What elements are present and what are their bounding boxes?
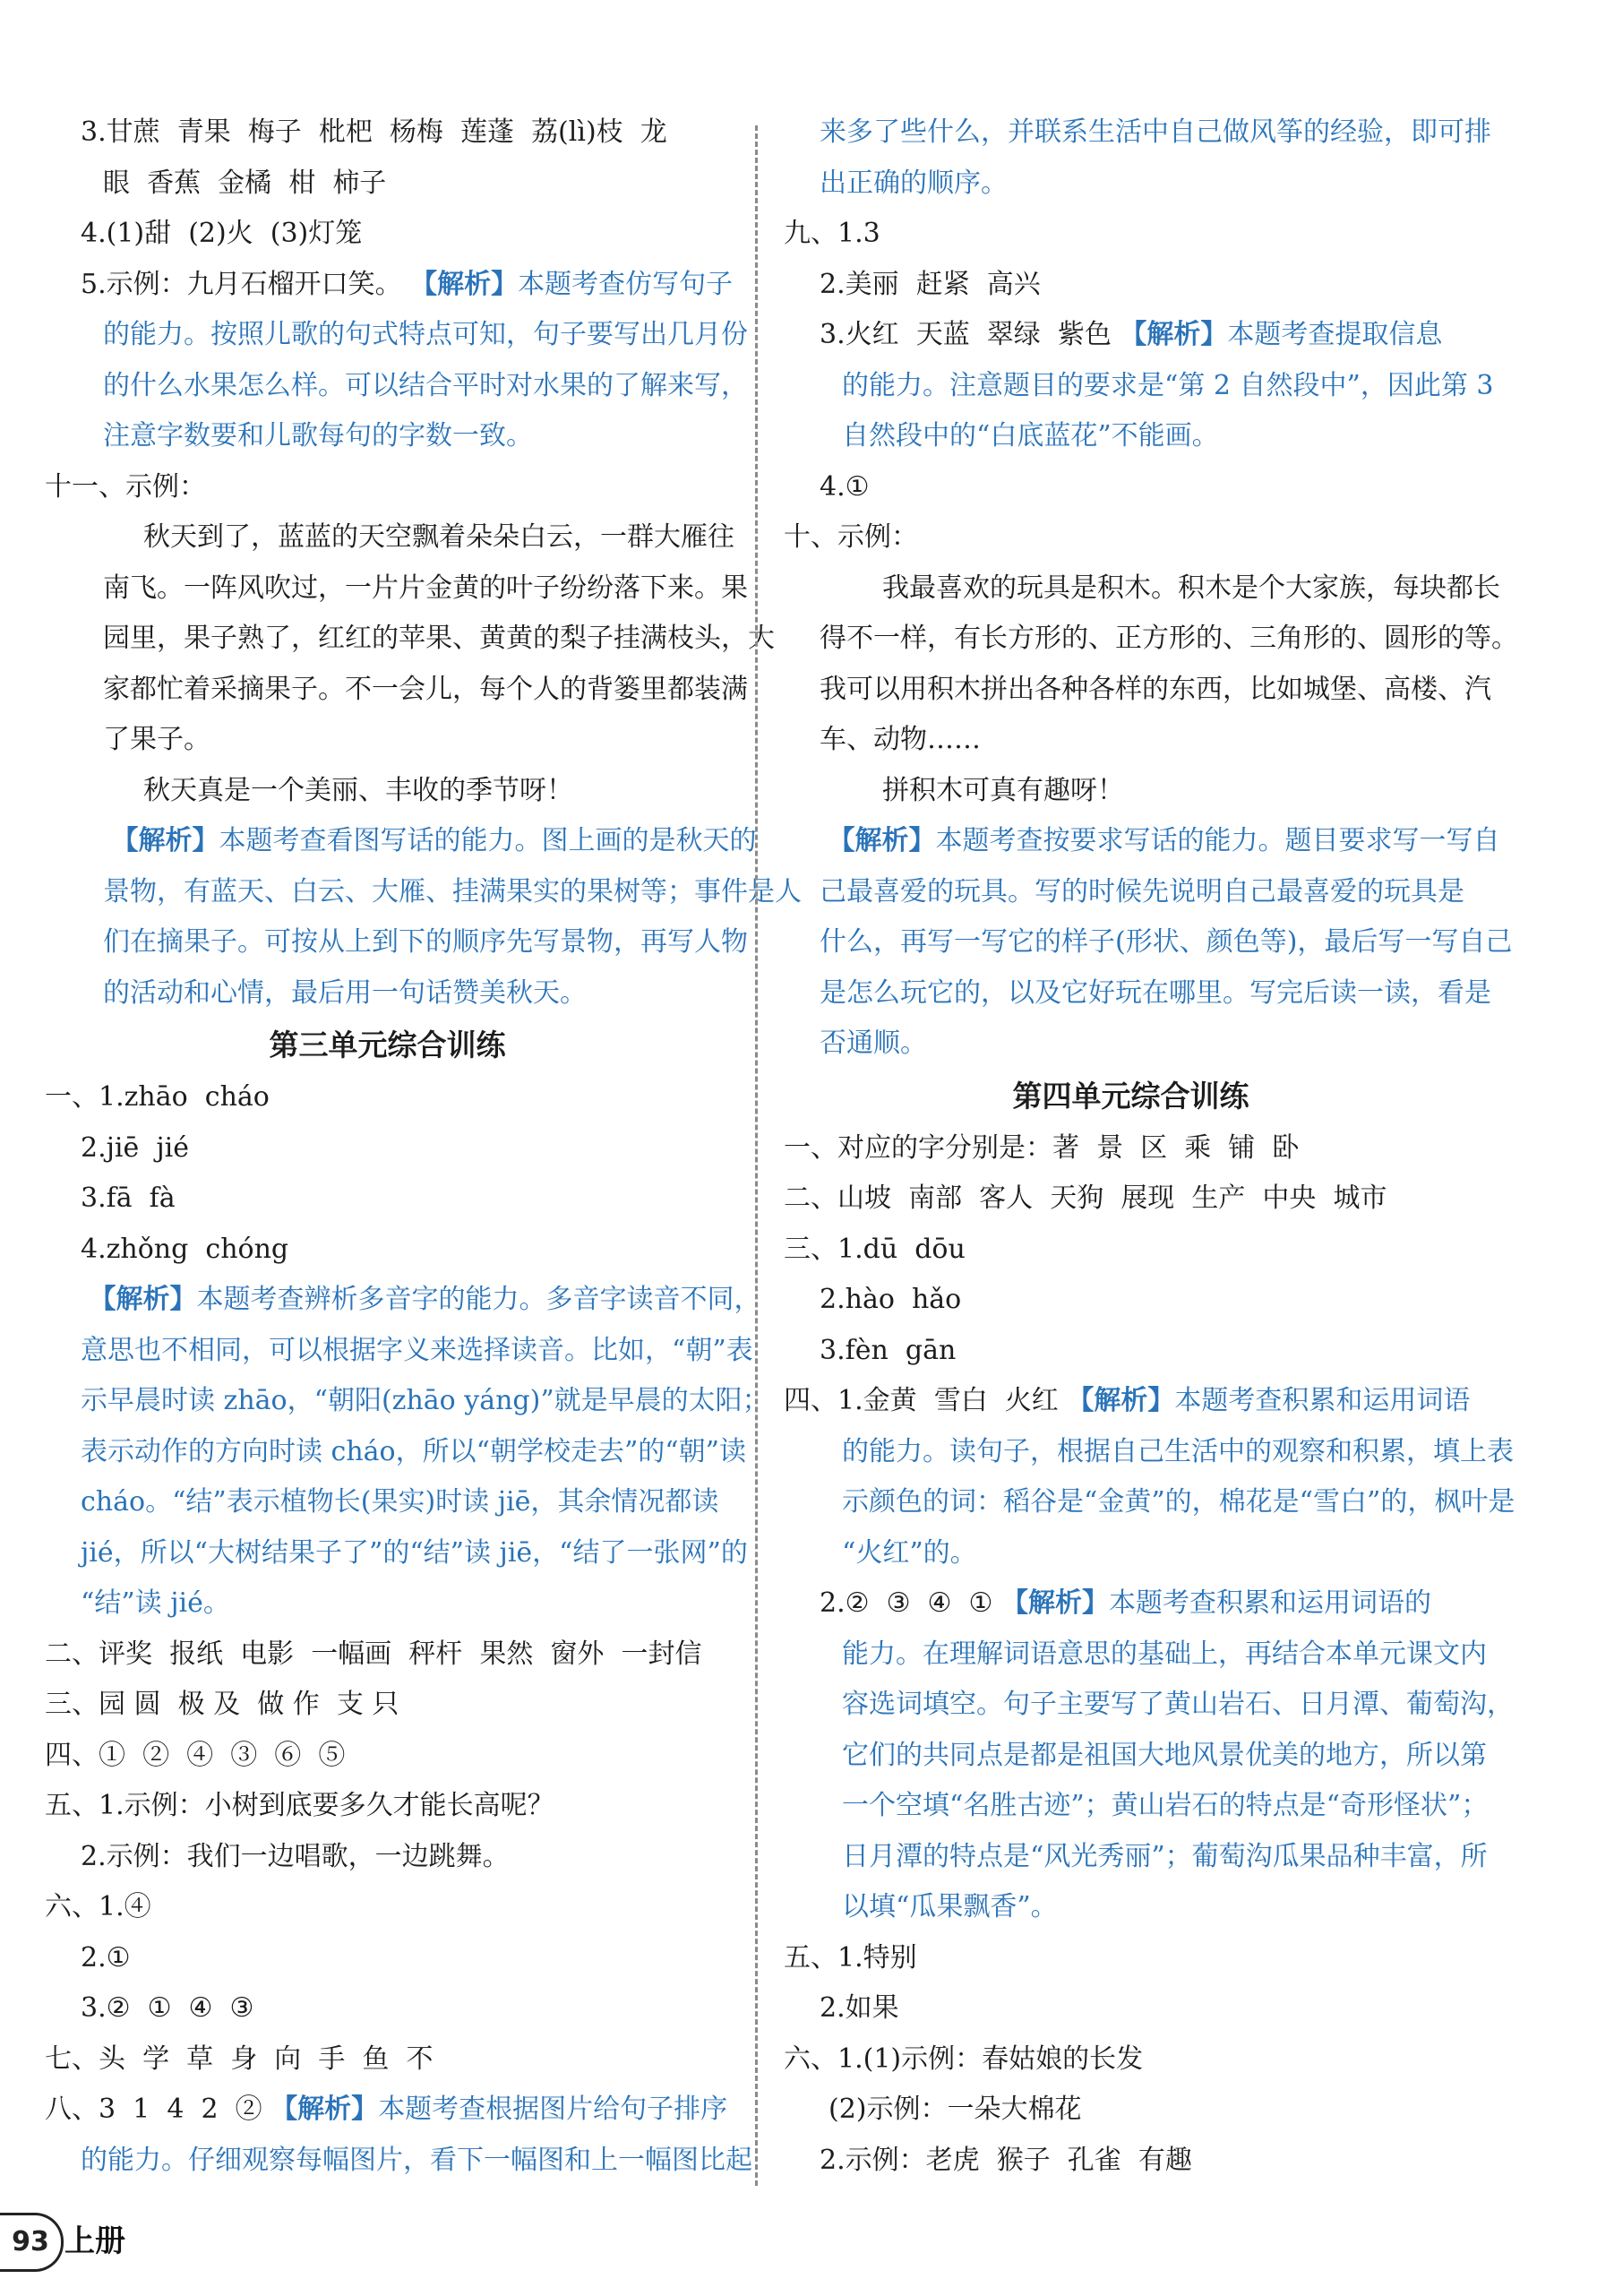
answer-line [45, 816, 757, 867]
answer-line [45, 1225, 730, 1276]
answer-line [45, 766, 730, 817]
answer-line [784, 310, 1478, 361]
answer-line [45, 1275, 761, 1326]
answer-line [45, 411, 730, 462]
answer-text: 3.火红 天蓝 翠绿 紫色 [820, 319, 1112, 350]
answer-text: 2.示例：老虎 猴子 孔雀 有趣 [820, 2144, 1192, 2176]
answer-line [45, 209, 730, 260]
answer-line [45, 1933, 730, 1984]
section-heading [784, 1070, 1478, 1123]
answer-line [784, 1528, 1478, 1579]
answer-text: 的能力。按照儿歌的句式特点可知，句子要写出几月份 [103, 319, 748, 350]
analysis-tag: 【解析】 [89, 1284, 197, 1315]
answer-text: 容选词填空。句子主要写了黄山岩石、日月潭、葡萄沟， [842, 1689, 1514, 1720]
answer-text: 能力。在理解词语意思的基础上，再结合本单元课文内 [842, 1638, 1487, 1670]
answer-line [45, 1376, 769, 1427]
answer-line [45, 1427, 746, 1478]
answer-line [784, 563, 1500, 615]
answer-line [784, 766, 1478, 817]
answer-line [784, 715, 1478, 766]
answer-text: 示早晨时读 zhāo，“朝阳(zhāo yáng)”就是早晨的太阳； [81, 1385, 769, 1416]
left-column [45, 107, 802, 2186]
answer-text: 十、示例： [784, 521, 918, 553]
answer-line [45, 512, 734, 563]
answer-line [784, 816, 1500, 867]
answer-line [784, 1123, 1478, 1174]
answer-text: 3.fā fà [81, 1182, 176, 1214]
answer-text: 2.① [81, 1941, 131, 1974]
answer-line [784, 411, 1478, 462]
answer-line [45, 1731, 730, 1782]
answer-text: 日月潭的特点是“风光秀丽”；葡萄沟瓜果品种丰富，所 [842, 1840, 1488, 1872]
answer-text: 景物，有蓝天、白云、大雁、挂满果实的果树等；事件是人 [103, 875, 802, 907]
answer-text: 2.如果 [820, 1992, 899, 2024]
answer-text: 四、① ② ④ ③ ⑥ ⑤ [45, 1739, 346, 1771]
right-column [784, 107, 1518, 2186]
answer-line [784, 159, 1478, 210]
answer-text: 什么，再写一写它的样子(形状、颜色等)，最后写一写自己 [820, 926, 1513, 958]
answer-text: 是怎么玩它的，以及它好玩在哪里。写完后读一读，看是 [820, 976, 1491, 1009]
answer-line [784, 361, 1494, 412]
answer-text: 七、头 学 草 身 向 手 鱼 不 [45, 2042, 434, 2075]
answer-line [784, 968, 1491, 1019]
answer-text: (2)示例：一朵大棉花 [829, 2094, 1082, 2125]
answer-text: 一、1.zhāo cháo [45, 1081, 270, 1113]
analysis-tag: 【解析】 [410, 268, 519, 300]
answer-line [784, 1578, 1478, 1630]
answer-text: 八、3 1 4 2 ② [45, 2094, 262, 2125]
answer-text: 我可以用积木拼出各种各样的东西，比如城堡、高楼、汽 [820, 673, 1491, 705]
section-heading-text: 第四单元综合训练 [1012, 1078, 1249, 1114]
answer-line [784, 917, 1513, 968]
answer-text: 的能力。读句子，根据自己生活中的观察和积累，填上表 [842, 1435, 1514, 1467]
answer-text: 注意字数要和儿歌每句的字数一致。 [103, 420, 533, 451]
answer-line [784, 209, 1478, 260]
section-heading-text: 第三单元综合训练 [269, 1028, 506, 1062]
answer-text: 了果子。 [103, 724, 210, 755]
answer-text: 意思也不相同，可以根据字义来选择读音。比如，“朝”表 [81, 1334, 753, 1366]
answer-line [784, 1019, 1478, 1070]
answer-text: 家都忙着采摘果子。不一会儿，每个人的背篓里都装满 [103, 673, 748, 705]
answer-text: 二、评奖 报纸 电影 一幅画 秤杆 果然 窗外 一封信 [45, 1638, 702, 1670]
answer-text: 我最喜欢的玩具是积木。积木是个大家族，每块都长 [882, 572, 1500, 604]
answer-text: 二、山坡 南部 客人 天狗 展现 生产 中央 城市 [784, 1182, 1387, 1214]
answer-text: 自然段中的“白底蓝花”不能画。 [842, 420, 1219, 451]
answer-text: 3.② ① ④ ③ [81, 1992, 254, 2024]
analysis-text: 本题考查根据图片给句子排序 [378, 2094, 728, 2125]
answer-text: 来多了些什么，并联系生活中自己做风筝的经验，即可排 [820, 116, 1491, 148]
answer-line [45, 1326, 753, 1377]
answer-text: 秋天真是一个美丽、丰收的季节呀！ [143, 774, 573, 806]
answer-line [45, 1781, 730, 1832]
answer-line [784, 1376, 1478, 1427]
answer-line [45, 1578, 730, 1630]
answer-text: 得不一样，有长方形的、正方形的、三角形的、圆形的等。 [820, 623, 1518, 654]
analysis-text: 本题考查按要求写话的能力。题目要求写一写自 [935, 825, 1500, 856]
answer-line [784, 1225, 1478, 1276]
answer-text: 它们的共同点是都是祖国大地风景优美的地方，所以第 [842, 1739, 1487, 1771]
answer-line [45, 1630, 730, 1681]
answer-line [784, 107, 1491, 159]
answer-line [45, 1123, 730, 1174]
answer-text: 车、动物…… [820, 724, 981, 755]
answer-line [784, 1933, 1478, 1984]
answer-line [784, 1731, 1487, 1782]
answer-line [784, 462, 1478, 513]
answer-line [45, 2085, 730, 2136]
answer-line [784, 1781, 1489, 1832]
answer-line [45, 614, 775, 665]
answer-line [45, 462, 730, 513]
answer-line [45, 1477, 730, 1528]
answer-line [784, 1326, 1478, 1377]
answer-line [45, 260, 734, 311]
answer-line [45, 968, 730, 1019]
answer-line [784, 2085, 1478, 2136]
answer-text: 六、1.④ [45, 1891, 151, 1922]
answer-line [784, 614, 1518, 665]
answer-line [45, 361, 748, 412]
analysis-tag: 【解析】 [1000, 1587, 1109, 1619]
answer-line [784, 867, 1478, 918]
answer-text: 以填“瓜果飘香”。 [842, 1891, 1058, 1922]
answer-line [784, 1174, 1478, 1225]
answer-text: 示颜色的词：稻谷是“金黄”的，棉花是“雪白”的，枫叶是 [842, 1486, 1515, 1518]
answer-text: 的能力。注意题目的要求是“第 2 自然段中”，因此第 3 [842, 369, 1494, 401]
answer-text: 3.甘蔗 青果 梅子 枇杷 杨梅 莲蓬 荔(lì)枝 龙 [81, 116, 667, 148]
answer-text: 一个空填“名胜古迹”；黄山岩石的特点是“奇形怪状”； [842, 1790, 1489, 1821]
answer-text: 的什么水果怎么样。可以结合平时对水果的了解来写， [103, 369, 748, 401]
answer-line [784, 1427, 1514, 1478]
answer-line [45, 563, 748, 615]
answer-line [784, 260, 1478, 311]
analysis-text: 本题考查看图写话的能力。图上画的是秋天的 [219, 825, 757, 856]
section-heading [45, 1019, 730, 1072]
page-number: 93 [0, 2213, 64, 2272]
answer-line [784, 1275, 1478, 1326]
answer-line [784, 665, 1491, 716]
answer-line [784, 512, 1478, 563]
analysis-tag: 【解析】 [1067, 1385, 1175, 1416]
answer-text: 2.美丽 赶紧 高兴 [820, 268, 1041, 300]
answer-line [45, 1983, 730, 2034]
answer-text: jié，所以“大树结果子了”的“结”读 jiē，“结了一张网”的 [81, 1536, 748, 1569]
answer-text: 眼 香蕉 金橘 柑 柿子 [103, 167, 387, 199]
answer-text: 5.示例：九月石榴开口笑。 [81, 268, 402, 300]
answer-text: 2.jiē jié [81, 1131, 189, 1164]
answer-line [784, 1680, 1514, 1731]
answer-text: 四、1.金黄 雪白 火红 [784, 1385, 1059, 1416]
answer-line [784, 1477, 1515, 1528]
answer-line [45, 917, 748, 968]
answer-line [45, 2034, 730, 2085]
answer-text: “结”读 jié。 [81, 1587, 230, 1619]
answer-text: cháo。“结”表示植物长(果实)时读 jiē，其余情况都读 [81, 1486, 719, 1518]
answer-text: “火红”的。 [842, 1536, 977, 1569]
answer-text: 4.zhǒng chóng [81, 1233, 289, 1265]
answer-line [45, 2136, 752, 2187]
answer-text: 南飞。一阵风吹过，一片片金黄的叶子纷纷落下来。果 [103, 572, 748, 604]
answer-text: 六、1.(1)示例：春姑娘的长发 [784, 2042, 1144, 2075]
analysis-text: 本题考查积累和运用词语的 [1108, 1587, 1431, 1619]
analysis-tag: 【解析】 [1120, 319, 1228, 350]
answer-text: 否通顺。 [820, 1028, 927, 1059]
answer-text: 十一、示例： [45, 470, 206, 503]
answer-line [784, 1630, 1487, 1681]
answer-text: 们在摘果子。可按从上到下的顺序先写景物，再写人物 [103, 926, 748, 958]
answer-text: 的能力。仔细观察每幅图片，看下一幅图和上一幅图比起 [81, 2144, 752, 2176]
answer-line [45, 310, 748, 361]
answer-line [45, 715, 730, 766]
answer-text: 4.(1)甜 (2)火 (3)灯笼 [81, 218, 363, 249]
answer-line [784, 1882, 1478, 1933]
answer-line [45, 159, 730, 210]
analysis-tag: 【解析】 [828, 825, 936, 856]
answer-line [784, 1832, 1488, 1883]
answer-text: 表示动作的方向时读 cháo，所以“朝学校走去”的“朝”读 [81, 1435, 746, 1467]
answer-line [784, 2136, 1478, 2187]
answer-text: 出正确的顺序。 [820, 167, 1008, 199]
answer-line [784, 1983, 1478, 2034]
analysis-text: 本题考查提取信息 [1227, 319, 1443, 350]
answer-text: 秋天到了，蓝蓝的天空飘着朵朵白云，一群大雁往 [143, 521, 734, 553]
analysis-text: 本题考查积累和运用词语 [1174, 1385, 1471, 1416]
answer-line [45, 1528, 748, 1579]
answer-text: 园里，果子熟了，红红的苹果、黄黄的梨子挂满枝头，大 [103, 623, 775, 654]
answer-line [45, 867, 802, 918]
answer-text: 2.示例：我们一边唱歌，一边跳舞。 [81, 1840, 510, 1872]
answer-text: 三、园 圆 极 及 做 作 支 只 [45, 1689, 399, 1720]
answer-line [45, 1072, 730, 1123]
answer-text: 3.fèn gān [820, 1334, 957, 1366]
answer-text: 三、1.dū dōu [784, 1233, 966, 1265]
answer-text: 五、1.特别 [784, 1941, 917, 1974]
answer-text: 2.② ③ ④ ① [820, 1587, 993, 1619]
answer-text: 的活动和心情，最后用一句话赞美秋天。 [103, 976, 587, 1009]
answer-line [45, 1882, 730, 1933]
answer-line [45, 1832, 730, 1883]
answer-text: 4.① [820, 470, 870, 503]
answer-line [45, 107, 730, 159]
answer-text: 一、对应的字分别是：著 景 区 乘 铺 卧 [784, 1131, 1300, 1164]
answer-line [784, 2034, 1478, 2085]
answer-text: 拼积木可真有趣呀！ [882, 774, 1124, 806]
answer-text: 2.hào hǎo [820, 1284, 962, 1315]
analysis-tag: 【解析】 [270, 2094, 379, 2125]
answer-text: 九、1.3 [784, 218, 880, 249]
analysis-text: 本题考查仿写句子 [518, 268, 734, 300]
answer-line [45, 665, 748, 716]
answer-line [45, 1174, 730, 1225]
answer-text: 五、1.示例：小树到底要多久才能长高呢？ [45, 1790, 554, 1821]
answer-line [45, 1680, 730, 1731]
analysis-text: 本题考查辨析多音字的能力。多音字读音不同， [196, 1284, 761, 1315]
answer-text: 己最喜爱的玩具。写的时候先说明自己最喜爱的玩具是 [820, 875, 1464, 907]
volume-label: 上册 [64, 2223, 125, 2259]
analysis-tag: 【解析】 [111, 825, 219, 856]
column-divider [755, 125, 758, 2186]
